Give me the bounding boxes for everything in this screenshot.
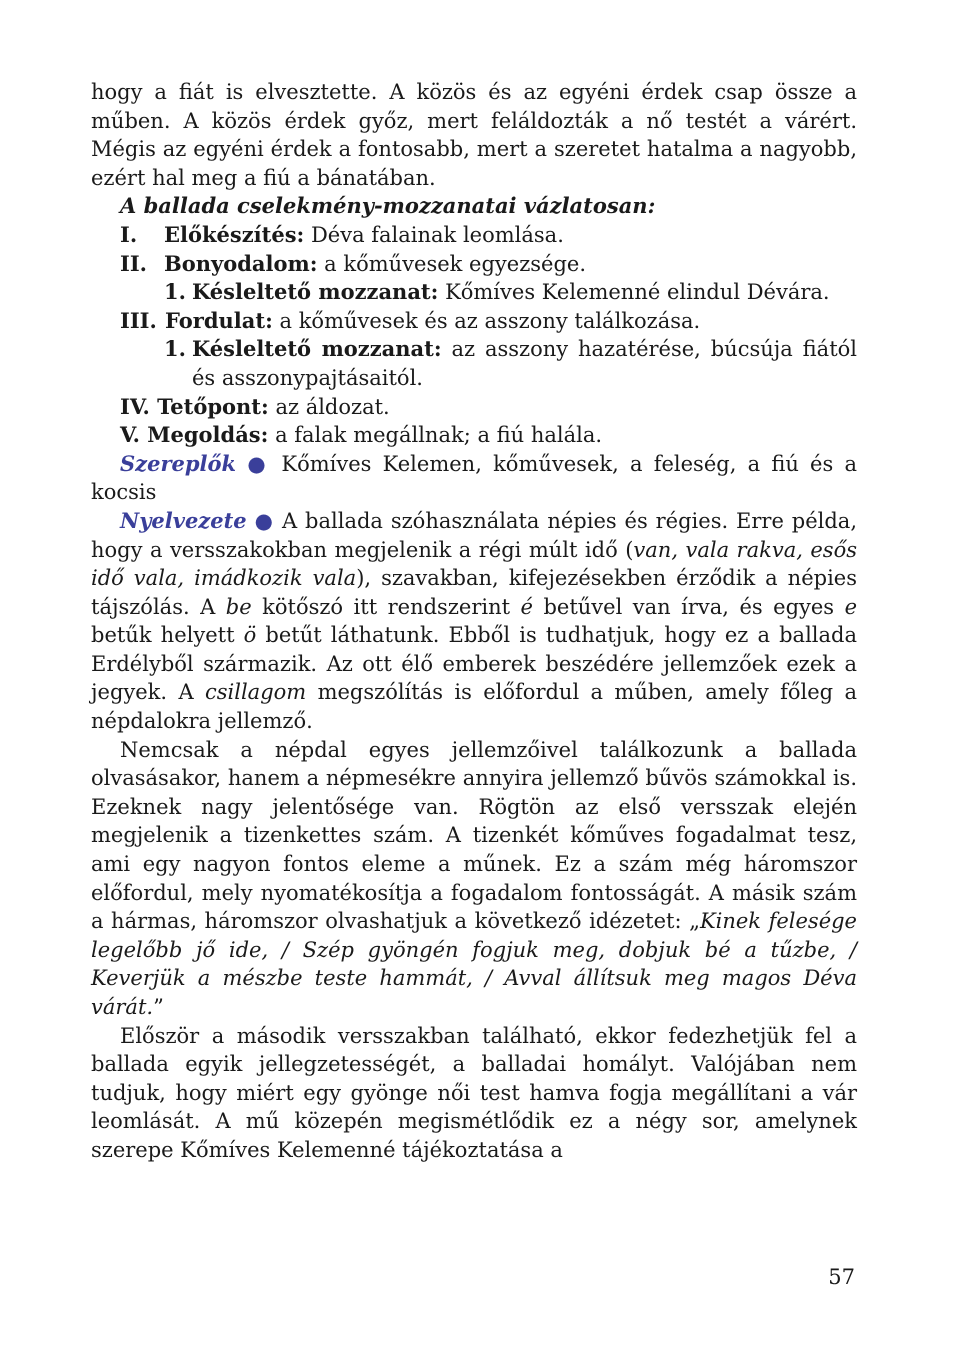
outline-text [164, 250, 857, 279]
language-text: ), szavakban, kifejezésekben érződik a népies tájszólás. A [91, 566, 858, 619]
outline-subnumber: 1. [164, 279, 186, 305]
page-body [91, 78, 857, 1165]
outline-item-4 [91, 393, 857, 422]
bullet-icon: ● [247, 451, 271, 476]
language-example: van, vala rakva, esős idő vala, imádkozik vala [91, 537, 857, 591]
outline-subitem-3-1 [91, 335, 857, 392]
numbers-text: Nemcsak a népdal egyes jellemzőivel találkozunk a ballada olvasásakor, hanem a népmesékre annyira jellemző bűvös számokkal is. Ezeknek nagy jelentősége van. Rögtön az első versszak elején megjelenik a tizenkettes szám. A tizenkét kőműves fogadalmat tesz, ami egy nagyon fontos eleme a műnek. Ez a szám még háromszor előfordul, mely nyomatékosítja a fogadalom fontosságát. A másik szám a hármas, háromszor olvashatjuk a következő idézetet: „ [91, 737, 857, 934]
outline-subtitle: Késleltető mozzanat: [192, 336, 442, 362]
characters-label: Szereplők [120, 450, 237, 476]
language-text: megszólítás is előfordul a műben, amely főleg a népdalokra jellemző. [91, 680, 858, 734]
language-text: betűvel van írva, és egyes [532, 594, 845, 619]
language-label: Nyelvezete [120, 507, 247, 533]
characters-paragraph [91, 450, 857, 507]
outline-desc: a kőművesek egyezsége. [317, 251, 587, 276]
outline-desc: a falak megállnak; a fiú halála. [268, 423, 603, 448]
language-text: A ballada szóhasználata népies és régies. Erre példa, hogy a versszakokban megjelenik a régi múlt idő ( [91, 508, 857, 562]
outline-subtitle: Késleltető mozzanat: [192, 279, 439, 305]
outline-title: V. Megoldás: [120, 422, 269, 448]
outline-desc: az áldozat. [268, 394, 390, 419]
intro-paragraph: hogy a fiát is elvesztette. A közös és az egyéni érdek csap össze a műben. A közös érdek győz, mert feláldozták a nő testét a várért. Mégis az egyéni érdek a fontosabb, mert a szeretet hatalma a nagyobb, ezért hal meg a fiú a bánatában. [91, 80, 857, 190]
outline-number: III. [120, 307, 157, 333]
bullet-icon: ● [254, 508, 275, 533]
outline-subtext [192, 335, 857, 392]
outline-subnumber: 1. [164, 336, 186, 362]
numbers-paragraph [91, 736, 857, 1022]
outline-desc: Déva falainak leomlása. [304, 222, 564, 247]
outline-subdesc: Kőmíves Kelemenné elindul Dévára. [438, 280, 830, 305]
outline-item-1 [91, 221, 857, 250]
outline-title: Előkészítés: [164, 221, 305, 247]
language-example: ö [243, 623, 257, 648]
outline-heading: A ballada cselekmény-mozzanatai vázlatosan: [120, 193, 656, 219]
outline-text [165, 307, 857, 336]
language-example: be [225, 594, 252, 619]
language-text: betűk helyett [91, 623, 244, 648]
language-text: kötőszó itt rendszerint [251, 594, 521, 619]
outline-title: Bonyodalom: [164, 250, 318, 276]
quote-close: ” [153, 995, 164, 1019]
outline-number: II. [120, 250, 147, 276]
outline-text [164, 221, 857, 250]
outline-number: I. [120, 221, 138, 247]
characters-text: Kőmíves Kelemen, kőművesek, a feleség, a fiú és a kocsis [91, 451, 857, 505]
outline-desc: a kőművesek és az asszony találkozása. [272, 308, 701, 333]
outline-item-3 [91, 307, 857, 336]
outline-subtext [192, 278, 857, 307]
language-paragraph [91, 507, 857, 736]
outline-item-5 [91, 421, 857, 450]
language-example: e [844, 594, 857, 619]
outline-item-2 [91, 250, 857, 279]
quote: Kinek felesége legelőbb jő ide, / Szép gyöngén fogjuk meg, dobjuk bé a tűzbe, / Keverjük a mészbe teste hammát, / Avval állítsuk meg magos Déva várát. [91, 909, 857, 1019]
outline-subitem-2-1 [91, 278, 857, 307]
language-example: é [520, 594, 533, 619]
outline-title: IV. Tetőpont: [120, 393, 269, 419]
language-example: csillagom [204, 680, 307, 705]
last-paragraph: Először a második versszakban található, ekkor fedezhetjük fel a ballada egyik jellegzetességét, a balladai homályt. Valójában nem tudjuk, hogy miért egy gyönge női test hamva fogja megállítani a vár leomlását. A mű közepén megismétlődik ez a négy sor, amelynek szerepe Kőmíves Kelemenné tájékoztatása a [91, 1023, 857, 1162]
outline-title: Fordulat: [165, 307, 273, 333]
outline-subdesc: az asszony hazatérése, búcsúja fiától és asszonypajtásaitól. [192, 337, 857, 390]
page-number: 57 [828, 1265, 855, 1289]
language-text: betűt láthatunk. Ebből is tudhatjuk, hogy ez a ballada Erdélyből származik. Az ott élő emberek beszédére jellemzőek ezek a jegyek. A [91, 623, 857, 705]
